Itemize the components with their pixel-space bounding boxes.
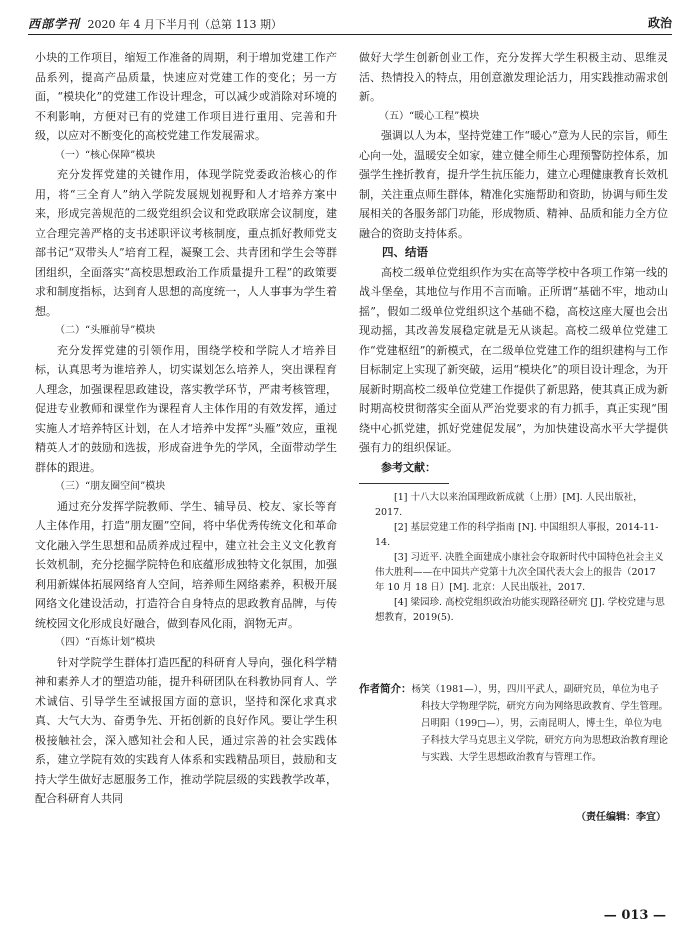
subsection-heading: （五）“暖心工程”模块 [379, 110, 480, 122]
paragraph: 高校二级单位党组织作为实在高等学校中各项工作第一线的战斗堡垒，其地位与作用不言而喻。正所谓“基础不牢，地动山摇”，假如二级单位党组织这个基础不稳，高校这座大厦也会出现动摇，其改善发展稳定就是无从谈起。高校二级单位党建工作“党建枢纽”的新模式，在二级单位党建工作的组织建构与工作目标制定上实现了新突破，运用“模块化”的项目设计理念，为开展新时期高校二级单位党建工作提供了新思路，使其真正成为新时期高校贯彻落实全面从严治党要求的有力抓手，真正实现“围绕中心抓党建，抓好党建促发展”，为加快建设高水平大学提供强有力的组织保证。 [359, 265, 668, 454]
paragraph: 做好大学生创新创业工作，充分发挥大学生积极主动、思维灵活、热情投入的特点，用创意激发理论活力，用实践推动需求创新。 [359, 51, 668, 103]
responsible-editor: （责任编辑：李宜） [576, 812, 666, 823]
section-label: 政治 [647, 16, 672, 30]
paragraph: 充分发挥党建的关键作用，体现学院党委政治核心的作用，将“三全育人”纳入学院发展规划视野和人才培养方案中来，形成完善规范的二级党组织会议和党政联席会议制度，建立合理完善严格的支书述职评议考核制度，重点抓好教师党支部书记“双带头人”培育工程，凝聚工会、共青团和学生会等群团组织，全面落实“高校思想政治工作质量提升工程”的政策要求和制度指标，达到育人思想的高度统一，人人事事为学生着想。 [35, 168, 337, 318]
references-title: 参考文献： [381, 460, 436, 474]
journal-logo: 西部学刊 [28, 17, 81, 31]
paragraph: 充分发挥党建的引领作用，围绕学校和学院人才培养目标，认真思考为谁培养人，切实谋划怎么培养人，突出课程育人理念，加强课程思政建设，落实教学环节，严肃考核管理，促进专业教师和课堂作为课程育人主体作用的有效发挥，通过实施人才培养特区计划，在人才培养中发挥“头雁”效应，重视精英人才的鼓励和选拔，形成奋进争先的学风，全面带动学生群体的跟进。 [35, 343, 337, 474]
left-column [35, 48, 337, 809]
subsection-heading: （三）“朋友圈空间”模块 [55, 481, 166, 492]
references-rule [359, 483, 449, 484]
right-column [359, 48, 668, 625]
author-label: 作者简介： [359, 683, 412, 695]
reference-item: [2] 基层党建工作的科学指南 [N]. 中国组织人事报，2014-11-14. [375, 522, 659, 548]
author-2: 吕明阳（199□—），男，云南昆明人，博士生，单位为电子科技大学马克思主义学院，研究方向为思想政治教育理论与实践、大学生思想政治教育与管理工作。 [421, 718, 669, 763]
subsection-heading: （二）“头雁前导”模块 [55, 325, 156, 336]
reference-item: [4] 梁园珍. 高校党组织政治功能实现路径研究 [J]. 学校党建与思想教育，2019(5). [375, 597, 665, 623]
page-number: — 013 — [603, 908, 666, 923]
issue-info: 2020 年 4 月下半月刊（总第 113 期） [87, 18, 282, 31]
header-rule [28, 34, 672, 35]
paragraph: 小块的工作项目，缩短工作准备的周期，利于增加党建工作产品系列，提高产品质量，快速应对党建工作的变化；另一方面，“模块化”的党建工作设计理念，可以减少或消除对环境的不利影响，方便对已有的党建工作项目进行重用、完善和升级，以应对不断变化的高校党建工作发展需求。 [35, 51, 337, 142]
paragraph: 通过充分发挥学院教师、学生、辅导员、校友、家长等育人主体作用，打造“朋友圈”空间，将中华优秀传统文化和革命文化融入学生思想和品质养成过程中，建立社会主义文化教育长效机制，充分挖掘学院特色和底蕴形成独特文化氛围，加强利用新媒体拓展网络育人空间，培养师生网络素养，积极开展网络文化建设活动，打造符合自身特点的思政教育品牌，与传统校园文化形成良好融合，做到春风化雨，润物无声。 [35, 499, 337, 630]
reference-item: [1] 十八大以来治国理政新成就（上册）[M]. 人民出版社，2017. [375, 492, 643, 518]
paragraph: 针对学院学生群体打造匹配的科研育人导向，强化科学精神和素养人才的塑造功能，提升科研团队在科教协同育人、学术诚信、引导学生至诚报国方面的意识，坚持和深化求真求真、大气大为、奋勇争先、开拓创新的良好作风。要让学生积极接触社会，深入感知社会和人民，通过宗善的社会实践体系，建立学院有效的实践育人体系和实践精品项目，鼓励和支持大学生做好志愿服务工作，推动学院层级的实践教学改革，配合科研育人共同 [35, 655, 337, 805]
author-1 [359, 681, 668, 715]
journal-masthead [28, 15, 282, 32]
reference-item: [3] 习近平. 决胜全面建成小康社会夺取新时代中国特色社会主义伟大胜利——在中国共产党第十九次全国代表大会上的报告（2017 年 10 月 18 日）[M]. 北京：人民出版社，2017. [375, 552, 664, 593]
author-1-text: 杨笑（1981—），男，四川平武人，副研究员，单位为电子科技大学物理学院，研究方向为网络思政教育、学生管理。 [411, 684, 669, 712]
paragraph: 强调以人为本，坚持党建工作“暖心”意为人民的宗旨，师生心向一处，温暖安全如家，建立健全师生心理预警防控体系，加强学生挫折教育，提升学生抗压能力，建立心理健康教育长效机制，关注重点师生群体，精准化实施帮助和资助，协调与师生发展相关的各服务部门功能，形成物质、精神、品质和能力全方位融合的资助支持体系。 [359, 129, 668, 240]
section-heading: 四、结语 [382, 245, 428, 259]
subsection-heading: （四）“百炼计划”模块 [55, 637, 156, 648]
page-header [28, 12, 672, 36]
author-info [359, 681, 668, 766]
subsection-heading: （一）“核心保障”模块 [55, 149, 156, 161]
